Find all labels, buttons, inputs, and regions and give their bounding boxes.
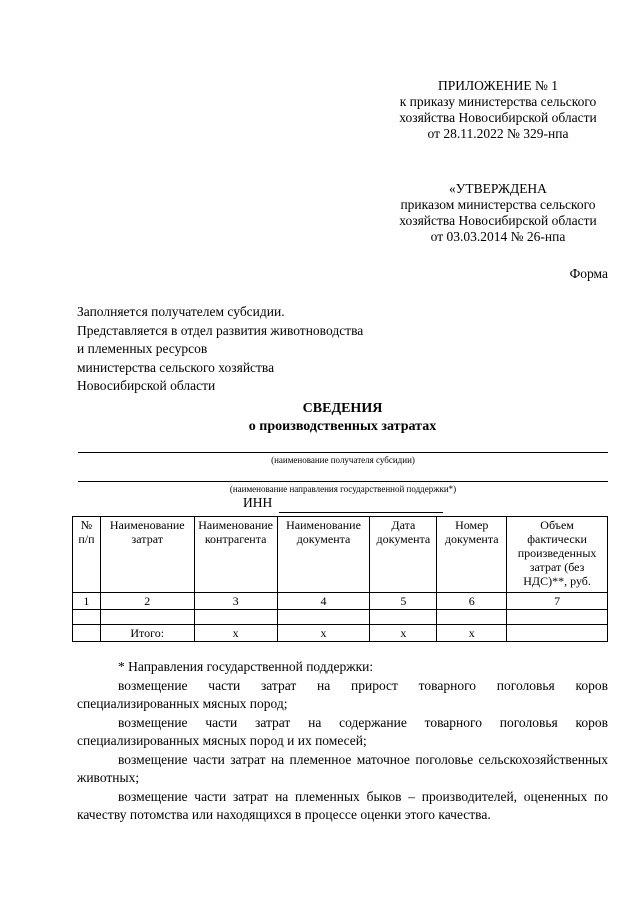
total-label: Итого: bbox=[100, 625, 194, 642]
number-cell: 5 bbox=[370, 593, 437, 610]
header-cell: № п/п bbox=[73, 517, 101, 593]
direction-caption: (наименование направления государственной поддержки*) bbox=[229, 484, 457, 494]
direction-field-line[interactable] bbox=[78, 481, 608, 482]
number-cell: 2 bbox=[100, 593, 194, 610]
header-cell: Номер документа bbox=[437, 517, 507, 593]
total-cell: х bbox=[194, 625, 277, 642]
info-line: министерства сельского хозяйства bbox=[77, 359, 275, 375]
number-cell: 7 bbox=[507, 593, 608, 610]
appendix-line: хозяйства Новосибирской области bbox=[399, 110, 597, 125]
table-cell[interactable] bbox=[73, 610, 101, 625]
recipient-field-line[interactable] bbox=[78, 452, 608, 453]
approved-line: хозяйства Новосибирской области bbox=[399, 213, 597, 228]
document-subtitle: о производственных затратах bbox=[248, 419, 437, 434]
table-cell[interactable] bbox=[100, 610, 194, 625]
total-value-cell[interactable] bbox=[507, 625, 608, 642]
table-total-row bbox=[73, 625, 608, 642]
header-cell: Дата документа bbox=[370, 517, 437, 593]
note-item: возмещение части затрат на прирост товарного поголовья коров специализированных мясных пород; bbox=[77, 677, 608, 711]
appendix-block bbox=[388, 78, 608, 142]
support-directions-notes bbox=[77, 658, 608, 825]
number-cell: 1 bbox=[73, 593, 101, 610]
table-row bbox=[73, 610, 608, 625]
header-cell: Наименование контрагента bbox=[194, 517, 277, 593]
note-item: возмещение части затрат на племенное маточное поголовье сельскохозяйственных животных; bbox=[77, 751, 608, 785]
approved-block bbox=[388, 181, 608, 245]
document-title: СВЕДЕНИЯ bbox=[302, 401, 383, 416]
table-cell[interactable] bbox=[194, 610, 277, 625]
info-line: Заполняется получателем субсидии. bbox=[77, 304, 285, 319]
table-cell[interactable] bbox=[437, 610, 507, 625]
inn-label: ИНН bbox=[243, 495, 273, 510]
number-cell: 4 bbox=[277, 593, 370, 610]
total-cell: х bbox=[437, 625, 507, 642]
total-cell bbox=[73, 625, 101, 642]
info-line: Представляется в отдел развития животноводства bbox=[77, 322, 364, 338]
note-item: возмещение части затрат на племенных быков – производителей, оцененных по качеству потомства или находящихся в процессе оценки этого качества. bbox=[77, 788, 608, 822]
appendix-line: к приказу министерства сельского bbox=[399, 94, 597, 109]
table-cell[interactable] bbox=[507, 610, 608, 625]
approved-line: приказом министерства сельского bbox=[400, 197, 596, 212]
table-cell[interactable] bbox=[370, 610, 437, 625]
total-cell: х bbox=[370, 625, 437, 642]
info-line: Новосибирской области bbox=[77, 378, 216, 393]
number-cell: 6 bbox=[437, 593, 507, 610]
approved-line: от 03.03.2014 № 26-нпа bbox=[430, 229, 566, 244]
appendix-line: от 28.11.2022 № 329-нпа bbox=[427, 126, 569, 141]
number-cell: 3 bbox=[194, 593, 277, 610]
header-cell: Наименование документа bbox=[277, 517, 370, 593]
table-header-row bbox=[73, 517, 608, 593]
header-cell: Объем фактически произведенных затрат (без НДС)**, руб. bbox=[507, 517, 608, 593]
approved-title: «УТВЕРЖДЕНА bbox=[449, 181, 547, 196]
recipient-caption: (наименование получателя субсидии) bbox=[271, 455, 415, 465]
table-cell[interactable] bbox=[277, 610, 370, 625]
note-item: возмещение части затрат на содержание товарного поголовья коров специализированных мясных пород и их помесей; bbox=[77, 714, 608, 748]
notes-intro: * Направления государственной поддержки: bbox=[118, 659, 374, 674]
header-cell: Наименование затрат bbox=[100, 517, 194, 593]
total-cell: х bbox=[277, 625, 370, 642]
inn-field-line[interactable] bbox=[279, 512, 443, 513]
submission-info bbox=[77, 303, 363, 396]
table-number-row bbox=[73, 593, 608, 610]
form-label: Форма bbox=[569, 266, 608, 281]
info-line: и племенных ресурсов bbox=[77, 341, 208, 356]
appendix-title: ПРИЛОЖЕНИЕ № 1 bbox=[437, 78, 559, 93]
expenses-table bbox=[72, 516, 608, 642]
